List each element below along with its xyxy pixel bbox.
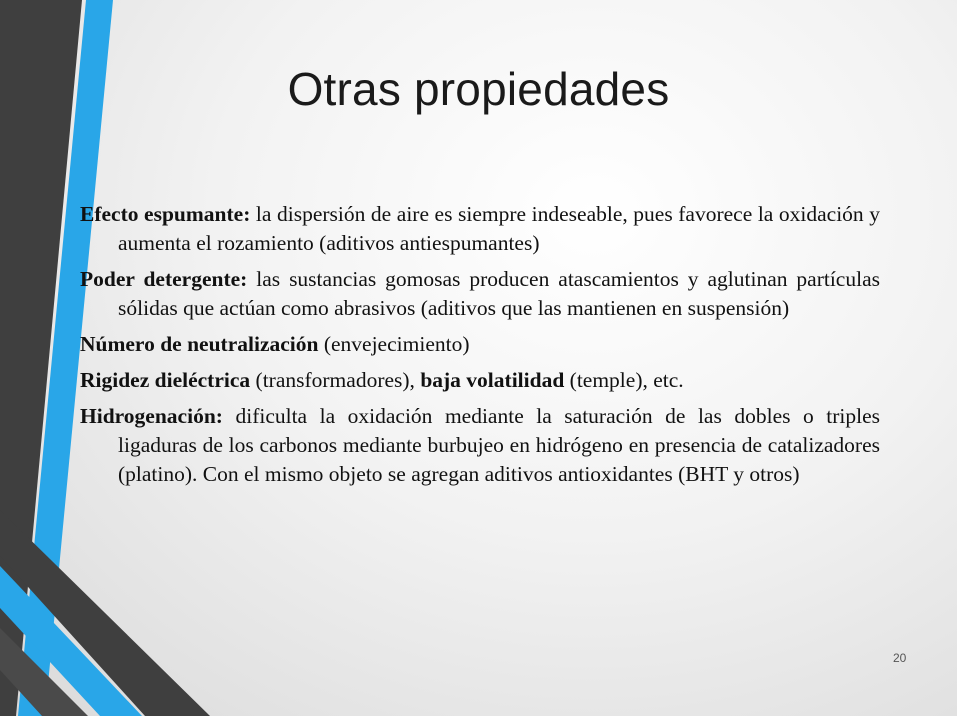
paragraph-hidrogenacion <box>80 402 880 489</box>
term-label-secondary: baja volatilidad <box>420 368 565 392</box>
term-description-secondary: (temple), etc. <box>564 368 684 392</box>
paragraph-rigidez-dielectrica <box>80 366 880 395</box>
term-description: las sustancias gomosas producen atascamientos y aglutinan partículas sólidas que actúan como abrasivos (aditivos que las mantienen en suspensión) <box>118 267 880 320</box>
term-description: dificulta la oxidación mediante la saturación de las dobles o triples ligaduras de los carbonos mediante burbujeo en hidrógeno en presencia de catalizadores (platino). Con el mismo objeto se agregan aditivos antioxidantes (BHT y otros) <box>118 404 880 486</box>
term-label: Poder detergente: <box>80 267 248 291</box>
term-label: Hidrogenación: <box>80 404 223 428</box>
paragraph-efecto-espumante <box>80 200 880 258</box>
term-description: la dispersión de aire es siempre indeseable, pues favorece la oxidación y aumenta el rozamiento (aditivos antiespumantes) <box>118 202 880 255</box>
term-label: Número de neutralización <box>80 332 319 356</box>
term-label: Rigidez dieléctrica <box>80 368 251 392</box>
term-label: Efecto espumante: <box>80 202 251 226</box>
slide-body <box>80 200 880 496</box>
paragraph-poder-detergente <box>80 265 880 323</box>
term-description: (transformadores), <box>250 368 421 392</box>
paragraph-numero-neutralizacion <box>80 330 880 359</box>
term-description: (envejecimiento) <box>318 332 470 356</box>
slide-title: Otras propiedades <box>287 63 670 115</box>
page-number: 20 <box>893 651 907 665</box>
